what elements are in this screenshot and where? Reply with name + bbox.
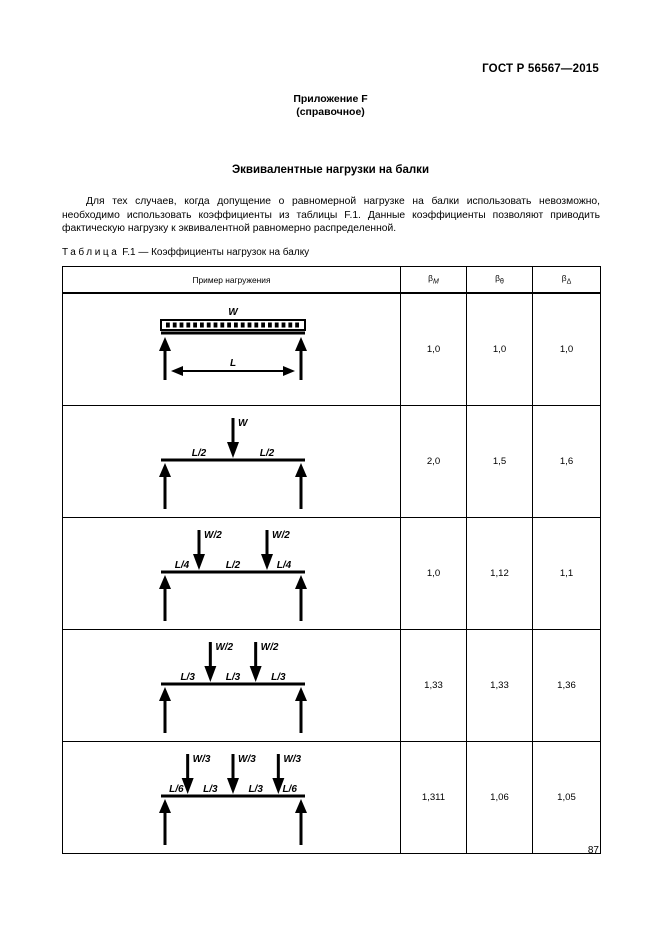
coefficient-beta-theta: 1,06 bbox=[467, 742, 533, 854]
header-beta-delta bbox=[533, 267, 601, 294]
distributed-load-hatch bbox=[207, 322, 211, 327]
diagram-label: L/6 bbox=[169, 783, 184, 795]
annex-heading bbox=[0, 93, 661, 119]
diagram-label: W bbox=[238, 417, 248, 429]
diagram-label: L bbox=[229, 357, 237, 369]
diagram-label: L/2 bbox=[259, 447, 275, 459]
beam-load-diagram bbox=[63, 408, 401, 516]
span-arrow-right bbox=[283, 366, 295, 376]
beta-subscript: θ bbox=[499, 278, 504, 286]
load-arrow-head bbox=[227, 442, 239, 458]
diagram-label: L/3 bbox=[203, 783, 218, 795]
coefficients-table bbox=[62, 266, 601, 854]
distributed-load-hatch bbox=[227, 322, 231, 327]
support-arrow-head bbox=[295, 687, 307, 701]
annex-subtitle: (справочное) bbox=[296, 106, 365, 118]
diagram-label: L/3 bbox=[225, 671, 241, 683]
coefficient-beta-delta: 1,1 bbox=[533, 518, 601, 630]
distributed-load-hatch bbox=[234, 322, 238, 327]
diagram-label: L/4 bbox=[276, 559, 292, 571]
distributed-load-hatch bbox=[180, 322, 184, 327]
loading-diagram-cell bbox=[63, 293, 401, 406]
loading-diagram-cell bbox=[63, 630, 401, 742]
distributed-load-hatch bbox=[241, 322, 245, 327]
beta-symbol: β bbox=[495, 273, 500, 284]
diagram-label: W/2 bbox=[260, 641, 279, 653]
section-title: Эквивалентные нагрузки на балки bbox=[231, 164, 430, 176]
diagram-label: W/2 bbox=[204, 529, 222, 541]
diagram-label: W/3 bbox=[192, 753, 211, 765]
distributed-load-hatch bbox=[186, 322, 190, 327]
table-header-row bbox=[63, 267, 601, 294]
support-arrow-head bbox=[295, 799, 307, 813]
body-paragraph: Для тех случаев, когда допущение о равномерной нагрузке на балки использовать невозможно, необходимо использовать коэффициенты из таблицы F.1. Данные коэффициенты позволяют приводить фактическую нагрузку к эквивалентной равномерно распределенной. bbox=[62, 196, 600, 234]
beam-load-diagram bbox=[63, 296, 401, 404]
table-caption-word: Таблица bbox=[62, 247, 120, 258]
diagram-label: W/3 bbox=[238, 753, 256, 765]
document-header: ГОСТ Р 56567—2015 bbox=[482, 63, 599, 75]
distributed-load-hatch bbox=[214, 322, 218, 327]
distributed-load-hatch bbox=[268, 322, 272, 327]
coefficient-beta-delta: 1,05 bbox=[533, 742, 601, 854]
distributed-load-hatch bbox=[200, 322, 204, 327]
loading-diagram-cell bbox=[63, 742, 401, 854]
annex-title: Приложение F bbox=[293, 93, 368, 105]
load-arrow-head bbox=[250, 666, 262, 682]
table-row bbox=[63, 630, 601, 742]
support-arrow-head bbox=[295, 337, 307, 351]
support-arrow-head bbox=[159, 463, 171, 477]
support-arrow-head bbox=[159, 799, 171, 813]
coefficient-beta-theta: 1,0 bbox=[467, 293, 533, 406]
beta-symbol: β bbox=[428, 273, 433, 284]
beta-symbol: β bbox=[561, 273, 567, 284]
coefficient-beta-delta: 1,6 bbox=[533, 406, 601, 518]
coefficient-beta-m: 1,0 bbox=[401, 518, 467, 630]
table-row bbox=[63, 406, 601, 518]
span-arrow-left bbox=[171, 366, 183, 376]
beam-load-diagram bbox=[63, 520, 401, 628]
load-arrow-head bbox=[204, 666, 216, 682]
coefficient-beta-m: 1,311 bbox=[401, 742, 467, 854]
support-arrow-head bbox=[295, 575, 307, 589]
diagram-label: L/2 bbox=[191, 447, 207, 459]
coefficient-beta-delta: 1,0 bbox=[533, 293, 601, 406]
header-beta-theta bbox=[467, 267, 533, 294]
header-loading-example: Пример нагружения bbox=[63, 267, 401, 294]
coefficient-beta-m: 1,0 bbox=[401, 293, 467, 406]
distributed-load-hatch bbox=[254, 322, 258, 327]
diagram-label: W/2 bbox=[215, 641, 234, 653]
support-arrow-head bbox=[159, 687, 171, 701]
beta-subscript: Δ bbox=[566, 278, 572, 286]
loading-diagram-cell bbox=[63, 406, 401, 518]
load-arrow-head bbox=[261, 554, 273, 570]
coefficient-beta-theta: 1,33 bbox=[467, 630, 533, 742]
table-row bbox=[63, 742, 601, 854]
distributed-load-hatch bbox=[295, 322, 299, 327]
diagram-label: W bbox=[228, 306, 238, 318]
distributed-load-hatch bbox=[220, 322, 224, 327]
diagram-label: W/3 bbox=[283, 753, 302, 765]
beam-load-diagram bbox=[63, 632, 401, 740]
beta-subscript: M bbox=[432, 278, 439, 286]
distributed-load-hatch bbox=[288, 322, 292, 327]
coefficient-beta-theta: 1,12 bbox=[467, 518, 533, 630]
diagram-label: L/3 bbox=[248, 783, 263, 795]
distributed-load-hatch bbox=[248, 322, 252, 327]
beam-load-diagram bbox=[63, 744, 401, 852]
diagram-label: W/2 bbox=[272, 529, 290, 541]
coefficient-beta-m: 1,33 bbox=[401, 630, 467, 742]
diagram-label: L/4 bbox=[174, 559, 190, 571]
support-arrow-head bbox=[159, 575, 171, 589]
diagram-label: L/2 bbox=[225, 559, 241, 571]
distributed-load-hatch bbox=[275, 322, 279, 327]
table-caption bbox=[62, 247, 309, 258]
header-beta-m bbox=[401, 267, 467, 294]
page-number: 87 bbox=[587, 845, 599, 856]
load-arrow-head bbox=[193, 554, 205, 570]
coefficient-beta-m: 2,0 bbox=[401, 406, 467, 518]
support-arrow-head bbox=[295, 463, 307, 477]
distributed-load-hatch bbox=[166, 322, 170, 327]
table-caption-text: F.1 — Коэффициенты нагрузок на балку bbox=[122, 247, 310, 258]
coefficient-beta-theta: 1,5 bbox=[467, 406, 533, 518]
table-row bbox=[63, 518, 601, 630]
table-row bbox=[63, 293, 601, 406]
load-arrow-head bbox=[227, 778, 239, 794]
distributed-load-hatch bbox=[193, 322, 197, 327]
distributed-load-hatch bbox=[173, 322, 177, 327]
coefficient-beta-delta: 1,36 bbox=[533, 630, 601, 742]
diagram-label: L/3 bbox=[271, 671, 286, 683]
distributed-load-hatch bbox=[282, 322, 286, 327]
loading-diagram-cell bbox=[63, 518, 401, 630]
diagram-label: L/3 bbox=[180, 671, 195, 683]
diagram-label: L/6 bbox=[282, 783, 297, 795]
distributed-load-hatch bbox=[261, 322, 265, 327]
support-arrow-head bbox=[159, 337, 171, 351]
